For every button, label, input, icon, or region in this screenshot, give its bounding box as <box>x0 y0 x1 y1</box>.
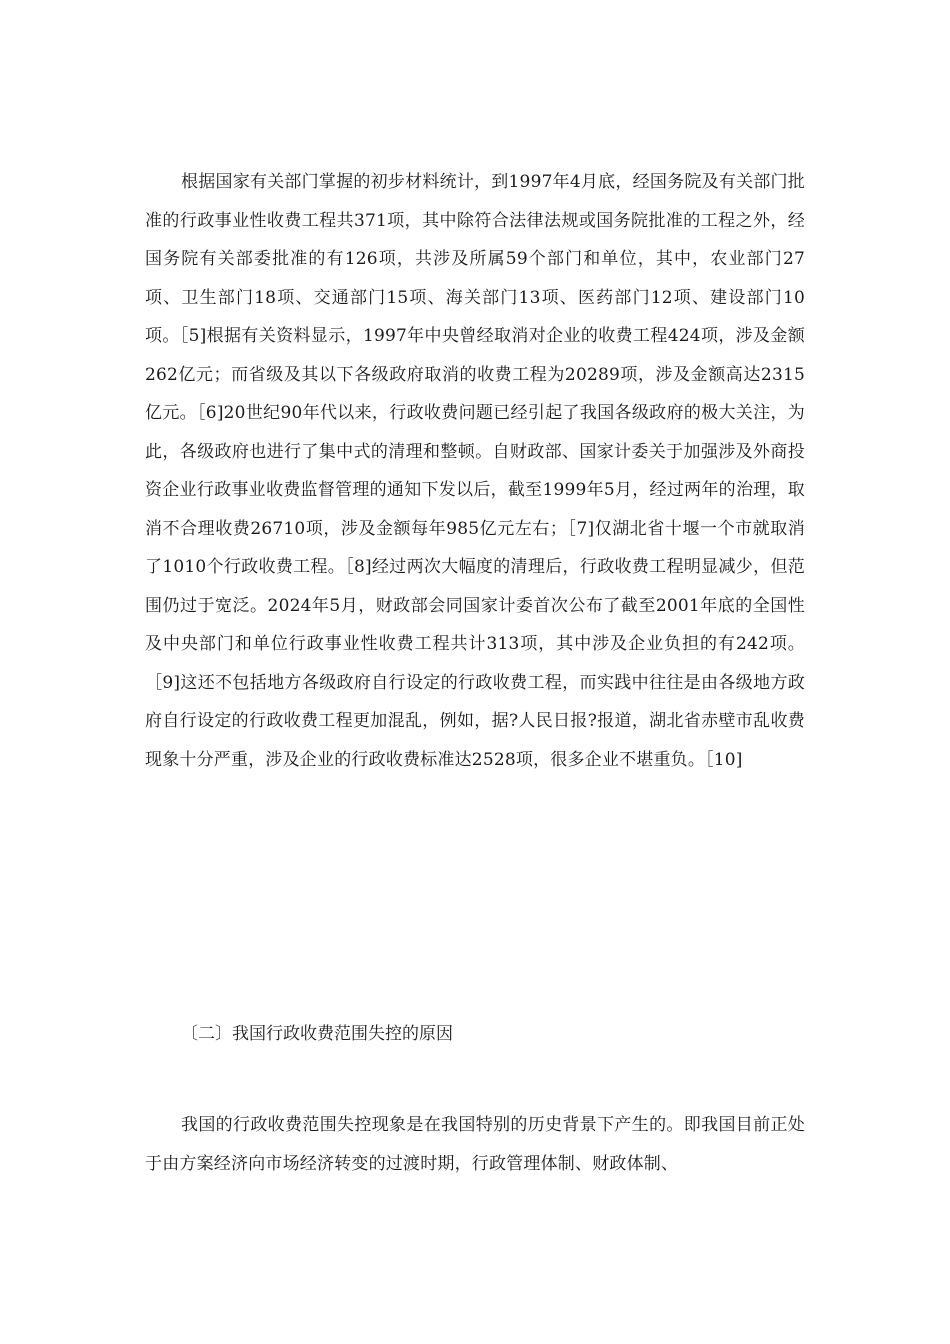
body-paragraph-statistics: 根据国家有关部门掌握的初步材料统计，到1997年4月底，经国务院及有关部门批准的行政事业性收费工程共371项，其中除符合法律法规或国务院批准的工程之外，经国务院有关部委批准的有126项，共涉及所属59个部门和单位，其中，农业部门27项、卫生部门18项、交通部门15项、海关部门13项、医药部门12项、建设部门10项。［5]根据有关资料显示，1997年中央曾经取消对企业的收费工程424项，涉及金额262亿元；而省级及其以下各级政府取消的收费工程为20289项，涉及金额高达2315亿元。［6]20世纪90年代以来，行政收费问题已经引起了我国各级政府的极大关注，为此，各级政府也进行了集中式的清理和整顿。自财政部、国家计委关于加强涉及外商投资企业行政事业收费监督管理的通知下发以后，截至1999年5月，经过两年的治理，取消不合理收费26710项，涉及金额每年985亿元左右；［7]仅湖北省十堰一个市就取消了1010个行政收费工程。［8]经过两次大幅度的清理后，行政收费工程明显减少，但范围仍过于宽泛。2024年5月，财政部会同国家计委首次公布了截至2001年底的全国性及中央部门和单位行政事业性收费工程共计313项，其中涉及企业负担的有242项。［9]这还不包括地方各级政府自行设定的行政收费工程，而实践中往往是由各级地方政府自行设定的行政收费工程更加混乱，例如，据?人民日报?报道，湖北省赤壁市乱收费现象十分严重，涉及企业的行政收费标准达2528项，很多企业不堪重负。［10] <box>145 172 805 770</box>
body-paragraph-causes: 我国的行政收费范围失控现象是在我国特别的历史背景下产生的。即我国目前正处于由方案经济向市场经济转变的过渡时期，行政管理体制、财政体制、 <box>145 1115 805 1174</box>
section-heading: 〔二〕我国行政收费范围失控的原因 <box>181 1024 453 1044</box>
